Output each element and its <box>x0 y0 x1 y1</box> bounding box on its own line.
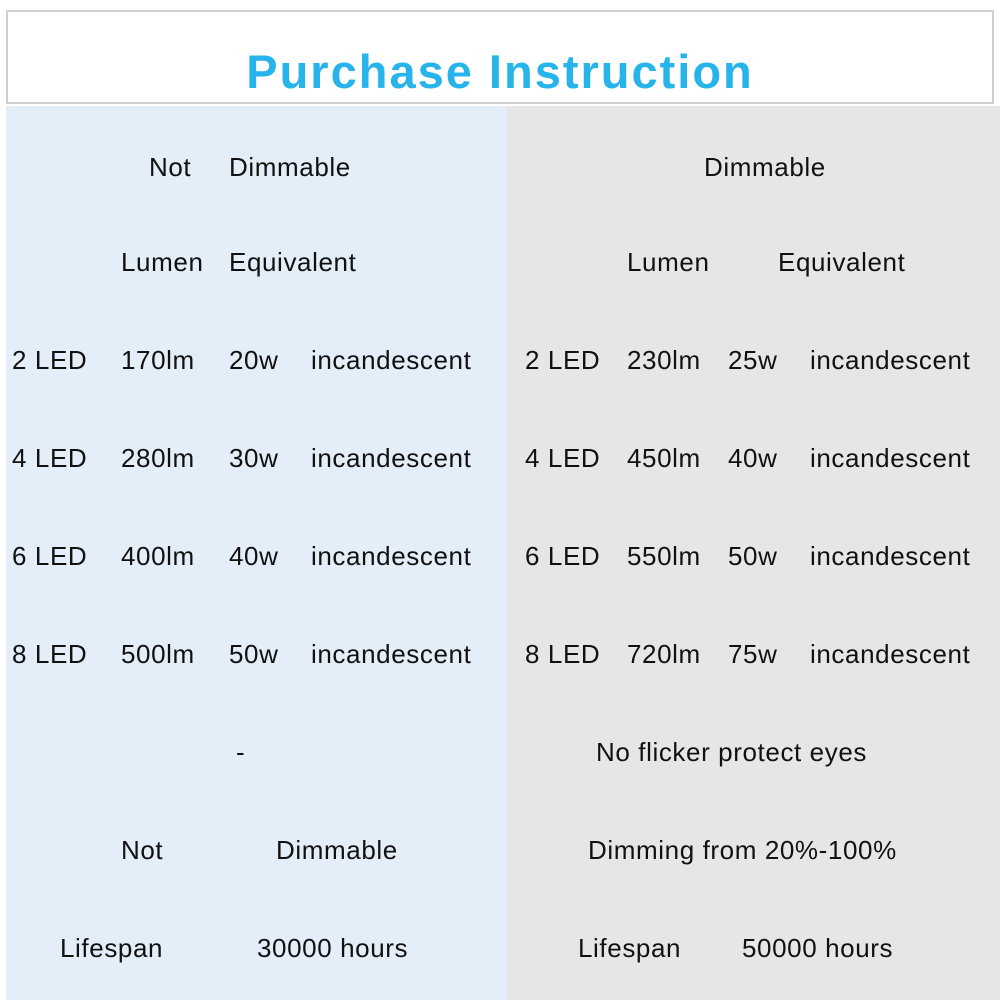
right-row-led: 8 LED <box>525 639 601 669</box>
left-row-watt: 50w <box>229 639 279 669</box>
right-row-watt: 50w <box>728 541 778 571</box>
left-row-type: incandescent <box>311 443 472 473</box>
title-box <box>6 10 994 104</box>
right-row-watt: 75w <box>728 639 778 669</box>
left-dimming-not: Not <box>121 835 164 865</box>
left-header-not: Not <box>149 152 192 182</box>
right-row-lumen: 450lm <box>627 443 701 473</box>
left-row-type: incandescent <box>311 639 472 669</box>
right-row-lumen: 230lm <box>627 345 701 375</box>
right-lifespan-value: 50000 hours <box>742 933 894 963</box>
left-row-lumen: 500lm <box>121 639 195 669</box>
right-flicker: No flicker protect eyes <box>596 737 868 767</box>
right-row-watt: 40w <box>728 443 778 473</box>
right-row-led: 4 LED <box>525 443 601 473</box>
right-row-type: incandescent <box>810 639 971 669</box>
left-row-lumen: 280lm <box>121 443 195 473</box>
left-row-led: 2 LED <box>12 345 88 375</box>
right-row-lumen: 720lm <box>627 639 701 669</box>
right-row-type: incandescent <box>810 443 971 473</box>
left-row-lumen: 170lm <box>121 345 195 375</box>
right-row-led: 2 LED <box>525 345 601 375</box>
right-row-lumen: 550lm <box>627 541 701 571</box>
left-row-watt: 40w <box>229 541 279 571</box>
right-dimming: Dimming from 20%-100% <box>588 835 897 865</box>
left-row-watt: 20w <box>229 345 279 375</box>
right-row-type: incandescent <box>810 541 971 571</box>
right-lifespan-label: Lifespan <box>578 933 682 963</box>
right-row-type: incandescent <box>810 345 971 375</box>
left-col-equivalent: Equivalent <box>229 247 357 277</box>
left-lifespan-label: Lifespan <box>60 933 164 963</box>
left-row-led: 4 LED <box>12 443 88 473</box>
right-col-lumen: Lumen <box>627 247 710 277</box>
left-row-lumen: 400lm <box>121 541 195 571</box>
left-row-watt: 30w <box>229 443 279 473</box>
left-dimming-label: Dimmable <box>276 835 398 865</box>
right-header: Dimmable <box>704 152 826 182</box>
left-lifespan-value: 30000 hours <box>257 933 409 963</box>
right-row-watt: 25w <box>728 345 778 375</box>
left-col-lumen: Lumen <box>121 247 204 277</box>
left-row-led: 6 LED <box>12 541 88 571</box>
right-col-equivalent: Equivalent <box>778 247 906 277</box>
left-row-type: incandescent <box>311 345 472 375</box>
page-title: Purchase Instruction <box>246 45 754 98</box>
left-row-type: incandescent <box>311 541 472 571</box>
right-row-led: 6 LED <box>525 541 601 571</box>
left-header-dimmable: Dimmable <box>229 152 351 182</box>
left-row-led: 8 LED <box>12 639 88 669</box>
left-flicker: - <box>236 737 246 767</box>
